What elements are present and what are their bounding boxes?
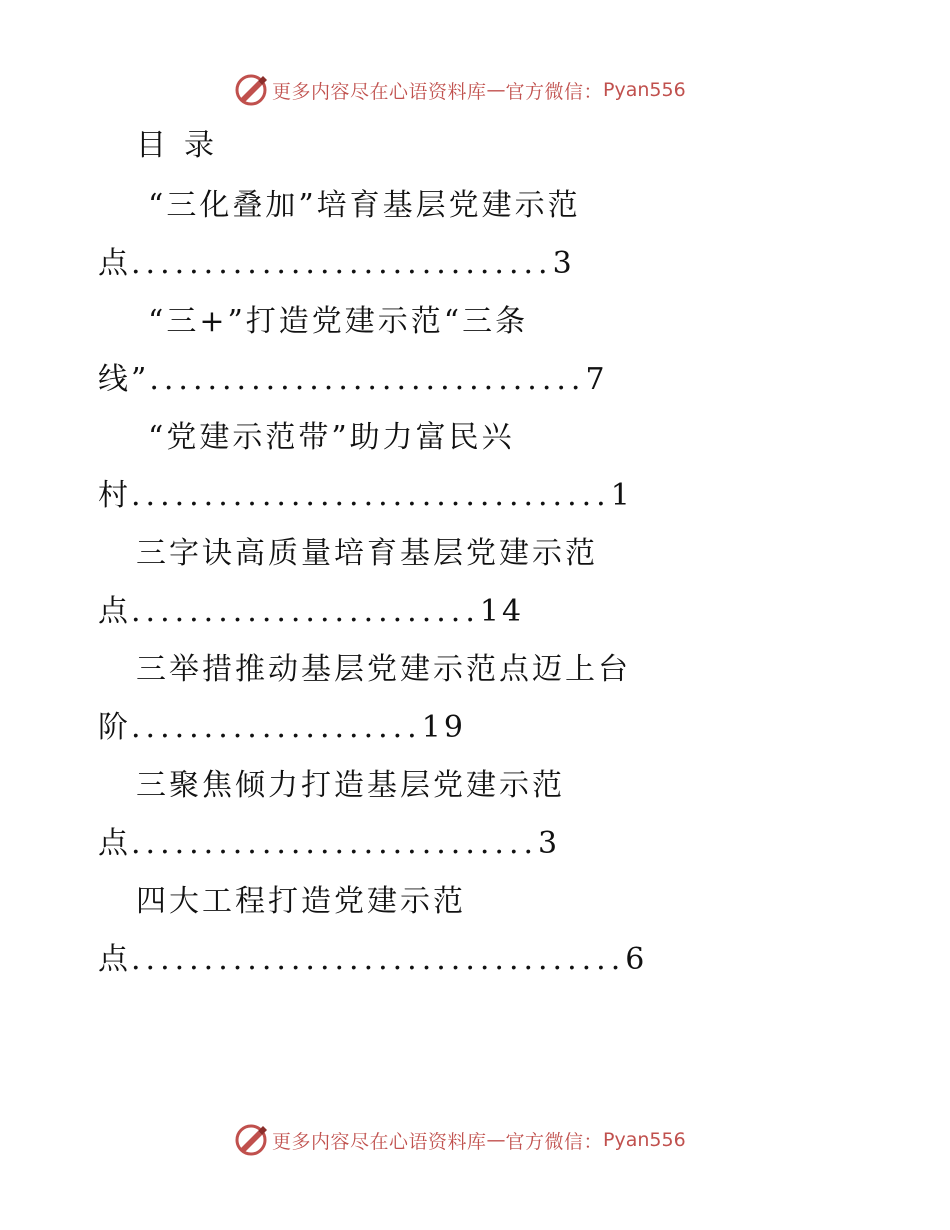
- watermark-separator: —: [486, 79, 506, 101]
- toc-entry-4-leader: 点........................14: [98, 594, 525, 629]
- toc-entry-6-page: 3: [538, 826, 561, 861]
- watermark-wechat-id: Pyan556: [603, 1129, 686, 1151]
- toc-entry-3-page: 1: [610, 478, 633, 513]
- toc-entry-1-title: “三化叠加”培育基层党建示范: [148, 188, 581, 223]
- toc-entry-2-leader: 线”..............................7: [98, 362, 608, 397]
- toc-entry-7-title: 四大工程打造党建示范: [136, 884, 466, 919]
- watermark-text: 更多内容尽在心语资料库: [272, 1130, 487, 1153]
- toc-title: 目 录: [136, 128, 222, 163]
- pen-logo-icon: [234, 73, 268, 107]
- toc-entry-4-title: 三字诀高质量培育基层党建示范: [136, 536, 598, 571]
- toc-entry-5-page: 19: [421, 710, 466, 745]
- toc-entry-2-title: “三+”打造党建示范“三条: [148, 304, 529, 339]
- watermark-wechat-id: Pyan556: [603, 79, 686, 101]
- watermark-footer: [234, 1122, 686, 1158]
- toc-entry-3-title: “党建示范带”助力富民兴: [148, 420, 515, 455]
- toc-entry-1-leader: 点.............................3: [98, 246, 575, 281]
- toc-entry-7-leader: 点..................................6: [98, 942, 648, 977]
- toc-entry-2-page: 7: [585, 362, 608, 397]
- pen-logo-icon: [234, 1123, 268, 1157]
- toc-entry-1-page: 3: [552, 246, 575, 281]
- watermark-separator: —: [486, 1129, 506, 1151]
- toc-entry-7-page: 6: [625, 942, 648, 977]
- toc-entry-6-leader: 点............................3: [98, 826, 561, 861]
- toc-entry-5-title: 三举措推动基层党建示范点迈上台: [136, 652, 631, 687]
- watermark-header: [234, 72, 686, 108]
- watermark-wechat-label: 官方微信：: [505, 80, 604, 103]
- toc-entry-4-page: 14: [479, 594, 525, 629]
- watermark-text: 更多内容尽在心语资料库: [272, 80, 487, 103]
- watermark-wechat-label: 官方微信：: [505, 1130, 604, 1153]
- toc-entry-3-leader: 村.................................1: [98, 478, 633, 513]
- toc-entry-5-leader: 阶....................19: [98, 710, 466, 745]
- toc-entry-6-title: 三聚焦倾力打造基层党建示范: [136, 768, 565, 803]
